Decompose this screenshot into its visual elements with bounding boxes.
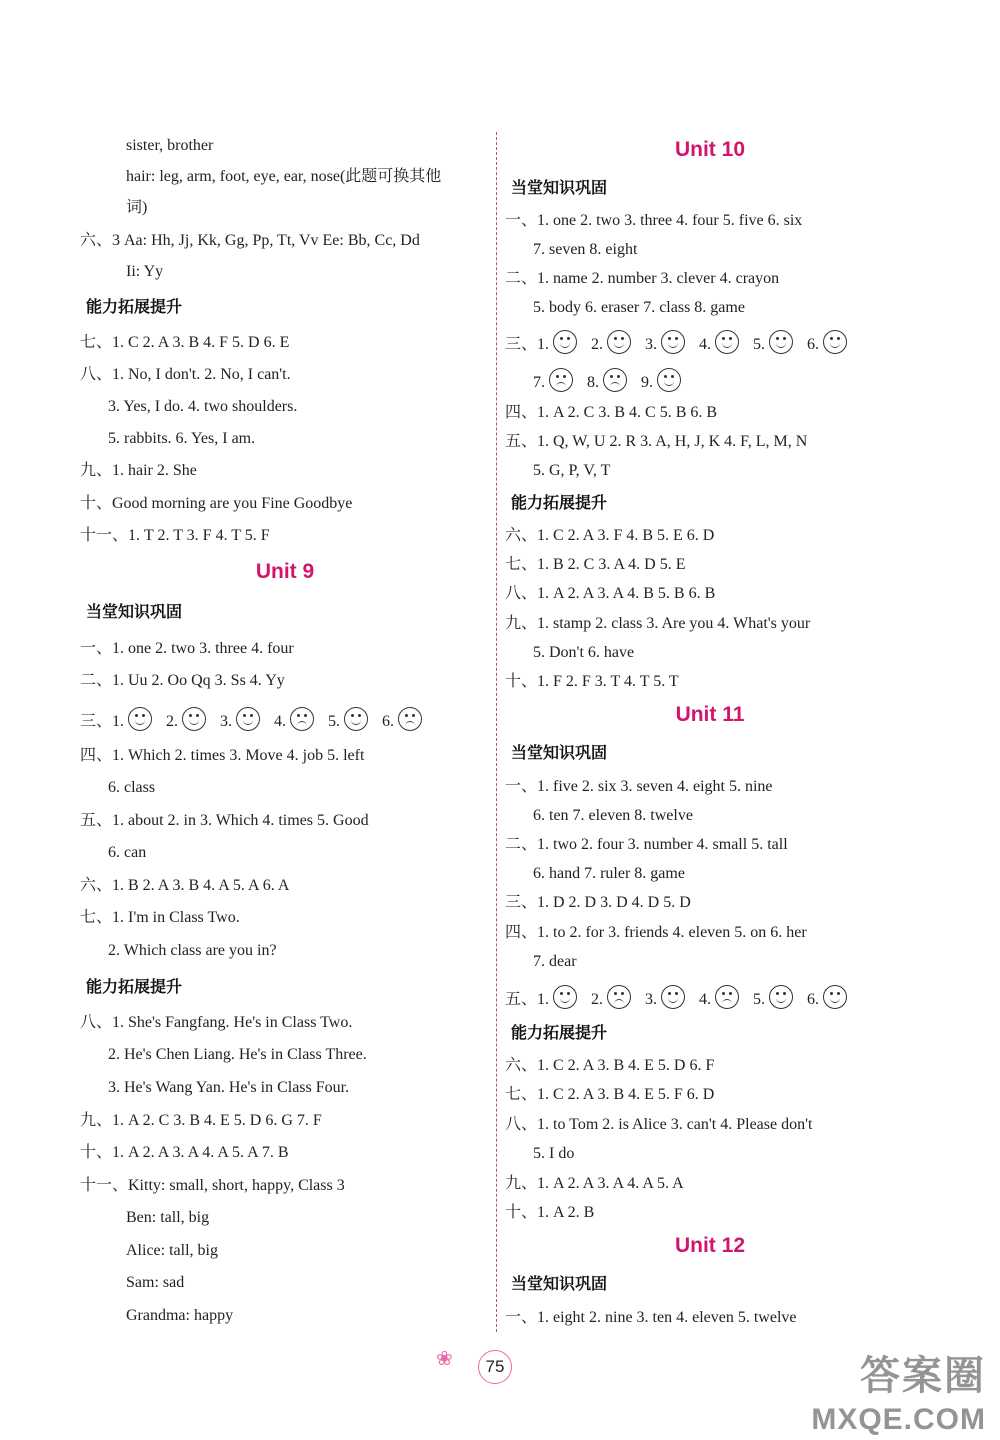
question-number: 6. [807, 991, 820, 1008]
question-number: 5. [753, 336, 766, 353]
answer-line: 七、1. C 2. A 3. B 4. F 5. D 6. E [80, 334, 290, 351]
section-heading: 能力拓展提升 [86, 977, 183, 996]
answer-line: 7. seven 8. eight [533, 241, 638, 258]
decorative-flourish-icon: ❀ [436, 1346, 453, 1370]
question-number: 8. [587, 374, 599, 391]
answer-line: 七、1. C 2. A 3. B 4. E 5. F 6. D [505, 1086, 715, 1103]
answer-line: 3. He's Wang Yan. He's in Class Four. [108, 1079, 350, 1096]
answer-line: 十、1. A 2. A 3. A 4. A 5. A 7. B [80, 1144, 289, 1161]
smiley-face-icon [661, 985, 685, 1009]
answer-line: 5. G, P, V, T [533, 462, 611, 479]
smiley-face-icon [657, 368, 681, 392]
answer-line: 6. can [108, 844, 147, 861]
answer-line: 十、Good morning are you Fine Goodbye [80, 495, 353, 512]
section-heading: 能力拓展提升 [511, 493, 608, 512]
answer-line: Alice: tall, big [126, 1242, 218, 1259]
answer-line: 九、1. hair 2. She [80, 462, 197, 479]
question-number: 3. [645, 991, 658, 1008]
question-number: 5. [328, 713, 341, 730]
question-number: 3. [645, 336, 658, 353]
answer-line: 2. Which class are you in? [108, 942, 277, 959]
answer-line: 一、1. one 2. two 3. three 4. four [80, 640, 294, 657]
smiley-face-icon [823, 985, 847, 1009]
question-number: 5. [753, 991, 766, 1008]
sad-face-icon [398, 707, 422, 731]
question-number: 4. [699, 336, 712, 353]
answer-line: 四、1. to 2. for 3. friends 4. eleven 5. on 6. her [505, 924, 807, 941]
answer-line: 一、1. eight 2. nine 3. ten 4. eleven 5. twelve [505, 1309, 797, 1326]
section-heading: 当堂知识巩固 [511, 743, 608, 762]
faces-row [505, 330, 861, 355]
question-number: 2. [166, 713, 179, 730]
section-heading: 当堂知识巩固 [511, 1274, 608, 1293]
answer-line: 八、1. She's Fangfang. He's in Class Two. [80, 1014, 353, 1031]
answer-line: 6. class [108, 779, 156, 796]
answer-line: Grandma: happy [126, 1307, 234, 1324]
unit-title: Unit 12 [674, 1234, 745, 1257]
smiley-face-icon [769, 985, 793, 1009]
answer-line: 四、1. Which 2. times 3. Move 4. job 5. left [80, 747, 365, 764]
question-number: 9. [641, 374, 653, 391]
smiley-face-icon [236, 707, 260, 731]
section-heading: 当堂知识巩固 [86, 602, 183, 621]
answer-line: sister, brother [126, 137, 214, 154]
smiley-face-icon [661, 330, 685, 354]
answer-line: 二、1. name 2. number 3. clever 4. crayon [505, 270, 780, 287]
answer-line: 六、1. C 2. A 3. B 4. E 5. D 6. F [505, 1057, 715, 1074]
question-number: 4. [274, 713, 287, 730]
unit-title: Unit 9 [255, 560, 315, 583]
smiley-face-icon [553, 330, 577, 354]
question-number: 3. [220, 713, 233, 730]
faces-row [505, 368, 695, 393]
section-heading: 能力拓展提升 [86, 297, 183, 316]
answer-line: 九、1. A 2. C 3. B 4. E 5. D 6. G 7. F [80, 1112, 322, 1129]
answer-line: 一、1. five 2. six 3. seven 4. eight 5. nine [505, 778, 773, 795]
watermark-url: MXQE.COM [811, 1403, 986, 1436]
answer-line: 5. I do [533, 1145, 575, 1162]
sad-face-icon [549, 368, 573, 392]
answer-line: 七、1. B 2. C 3. A 4. D 5. E [505, 556, 686, 573]
watermark-logo-text: 答案圈 [860, 1354, 986, 1398]
question-number: 五、1. [505, 991, 550, 1008]
answer-line: 5. Don't 6. have [533, 644, 635, 661]
answer-line: Sam: sad [126, 1274, 185, 1291]
column-divider [496, 132, 497, 1332]
answer-line: 7. dear [533, 953, 577, 970]
answer-line: 六、1. C 2. A 3. F 4. B 5. E 6. D [505, 527, 715, 544]
question-number: 2. [591, 336, 604, 353]
page-number: 75 [478, 1350, 512, 1384]
answer-line: 四、1. A 2. C 3. B 4. C 5. B 6. B [505, 404, 718, 421]
smiley-face-icon [182, 707, 206, 731]
answer-line: 九、1. stamp 2. class 3. Are you 4. What's your [505, 615, 811, 632]
question-number: 7. [533, 374, 545, 391]
question-number: 三、1. [505, 336, 550, 353]
smiley-face-icon [607, 330, 631, 354]
unit-title: Unit 11 [675, 703, 745, 726]
faces-row [80, 707, 436, 732]
unit-title: Unit 10 [674, 138, 745, 161]
smiley-face-icon [553, 985, 577, 1009]
answer-line: 2. He's Chen Liang. He's in Class Three. [108, 1046, 367, 1063]
sad-face-icon [290, 707, 314, 731]
smiley-face-icon [769, 330, 793, 354]
answer-line: hair: leg, arm, foot, eye, ear, nose(此题可换其他 [126, 168, 442, 185]
faces-row [505, 985, 861, 1010]
section-heading: 当堂知识巩固 [511, 178, 608, 197]
answer-line: 二、1. two 2. four 3. number 4. small 5. tall [505, 836, 788, 853]
question-number: 2. [591, 991, 604, 1008]
answer-line: Ii: Yy [126, 263, 164, 280]
answer-line: 三、1. D 2. D 3. D 4. D 5. D [505, 894, 691, 911]
answer-line: 词) [126, 199, 148, 216]
answer-line: 八、1. No, I don't. 2. No, I can't. [80, 366, 291, 383]
sad-face-icon [607, 985, 631, 1009]
answer-line: 二、1. Uu 2. Oo Qq 3. Ss 4. Yy [80, 672, 285, 689]
answer-line: 5. rabbits. 6. Yes, I am. [108, 430, 256, 447]
answer-line: 九、1. A 2. A 3. A 4. A 5. A [505, 1175, 684, 1192]
answer-line: 八、1. to Tom 2. is Alice 3. can't 4. Please don't [505, 1116, 813, 1133]
answer-line: Ben: tall, big [126, 1209, 210, 1226]
smiley-face-icon [715, 330, 739, 354]
answer-line: 十一、1. T 2. T 3. F 4. T 5. F [80, 527, 270, 544]
sad-face-icon [715, 985, 739, 1009]
smiley-face-icon [344, 707, 368, 731]
answer-line: 六、3 Aa: Hh, Jj, Kk, Gg, Pp, Tt, Vv Ee: Bb, Cc, Dd [80, 232, 420, 249]
answer-line: 一、1. one 2. two 3. three 4. four 5. five 6. six [505, 212, 803, 229]
question-number: 三、1. [80, 713, 125, 730]
sad-face-icon [603, 368, 627, 392]
answer-line: 十、1. A 2. B [505, 1204, 595, 1221]
smiley-face-icon [128, 707, 152, 731]
answer-line: 3. Yes, I do. 4. two shoulders. [108, 398, 298, 415]
section-heading: 能力拓展提升 [511, 1023, 608, 1042]
question-number: 6. [807, 336, 820, 353]
smiley-face-icon [823, 330, 847, 354]
answer-line: 八、1. A 2. A 3. A 4. B 5. B 6. B [505, 585, 716, 602]
answer-line: 五、1. about 2. in 3. Which 4. times 5. Good [80, 812, 369, 829]
answer-line: 六、1. B 2. A 3. B 4. A 5. A 6. A [80, 877, 290, 894]
answer-line: 十一、Kitty: small, short, happy, Class 3 [80, 1177, 345, 1194]
answer-line: 五、1. Q, W, U 2. R 3. A, H, J, K 4. F, L, M, N [505, 433, 808, 450]
answer-line: 6. hand 7. ruler 8. game [533, 865, 685, 882]
question-number: 4. [699, 991, 712, 1008]
answer-line: 6. ten 7. eleven 8. twelve [533, 807, 693, 824]
watermark [811, 1344, 986, 1437]
answer-line: 十、1. F 2. F 3. T 4. T 5. T [505, 673, 679, 690]
answer-line: 七、1. I'm in Class Two. [80, 909, 240, 926]
question-number: 6. [382, 713, 395, 730]
answer-line: 5. body 6. eraser 7. class 8. game [533, 299, 745, 316]
